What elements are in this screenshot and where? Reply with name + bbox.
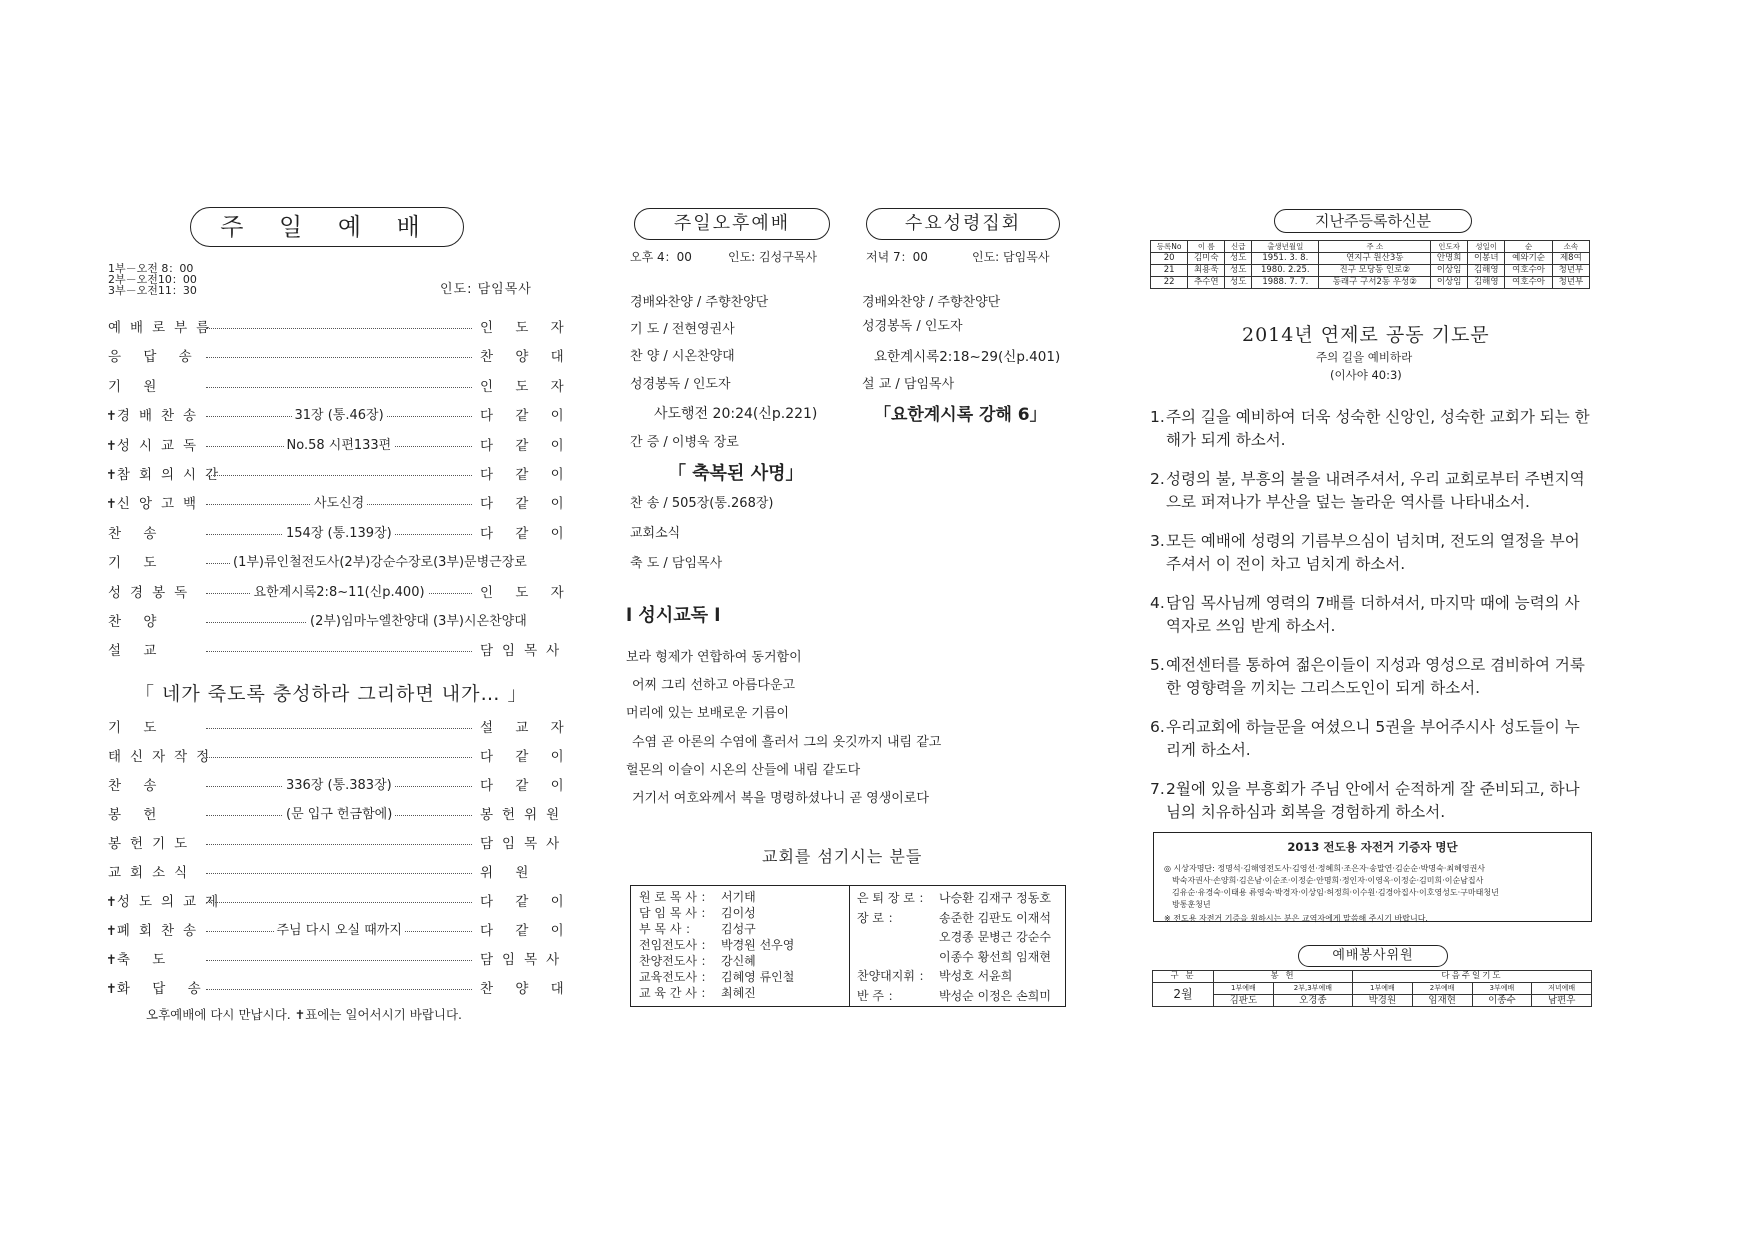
leader-dots <box>206 475 472 476</box>
prayer-text: 우리교회에 하늘문을 여셨으니 5권을 부어주시사 성도들이 누리게 하소서. <box>1166 718 1580 759</box>
prayer-subtitle: 주의 길을 예비하라 <box>1316 350 1413 364</box>
prayer-number: 1. <box>1150 408 1165 426</box>
worship-order-row <box>108 612 548 632</box>
worship-order-row <box>106 979 573 999</box>
newcomers-cell: 성도 <box>1225 253 1252 265</box>
order-detail: 주님 다시 오실 때까지 <box>274 921 405 941</box>
leader-dots <box>206 902 472 903</box>
responsive-line: 수염 곧 아론의 수염에 흘러서 그의 옷깃까지 내림 같고 <box>632 735 942 750</box>
staff-role: 장 로 ： <box>857 910 900 925</box>
staff-entry <box>857 967 1051 987</box>
order-responsible: 다 같 이 <box>480 894 573 910</box>
order-responsible: 담임목사 <box>480 836 569 852</box>
stand-cross-icon: ✝ <box>106 895 117 910</box>
newcomers-cell: 이봉녀 <box>1468 253 1505 265</box>
newcomers-cell: 최용욱 <box>1188 265 1225 277</box>
donor-line: 박숙자권사·손양희·김은남·이순조·이정순·안명희·정인자·이영옥·이정순·김미희·이순남집사 <box>1172 876 1484 885</box>
order-detail: 요한계시록2:8~11(신p.400) <box>251 583 428 603</box>
newcomers-cell: 성도 <box>1225 277 1252 289</box>
worship-order-row <box>106 892 573 912</box>
order-responsible: 봉헌위원 <box>480 807 569 823</box>
newcomers-cell: 여호수아 <box>1505 265 1552 277</box>
leader-dots <box>206 357 472 358</box>
staff-entry <box>857 948 1051 968</box>
order-label-text: 기 도 <box>108 720 166 736</box>
newcomers-cell: 이상임 <box>1431 265 1468 277</box>
prayer-number: 3. <box>1150 532 1165 550</box>
order-label <box>108 583 196 603</box>
staff-names: 박성순 이정은 손희미 <box>939 988 1051 1003</box>
staff-entry <box>857 909 1051 929</box>
afternoon-item: 찬 송 / 505장(통.268장) <box>630 496 774 511</box>
order-responsible: 담임목사 <box>480 643 569 660</box>
prayer-number: 7. <box>1150 780 1165 798</box>
service-committee-title: 예배봉사위원 <box>1298 945 1448 967</box>
afternoon-worship-title: 주일오후예배 <box>634 208 830 240</box>
service-name: 이종수 <box>1472 995 1532 1007</box>
afternoon-item: 축 도 / 담임목사 <box>630 556 723 571</box>
table-row <box>1151 277 1590 289</box>
staff-entry <box>639 969 794 985</box>
newcomers-cell: 김해영 <box>1468 265 1505 277</box>
leader-dots <box>206 989 472 990</box>
prayer-text: 담임 목사님께 영력의 7배를 더하셔서, 마지막 때에 능력의 사역자로 쓰임 받게 하소서. <box>1166 594 1580 635</box>
stand-cross-icon: ✝ <box>106 982 117 997</box>
staff-entry <box>639 905 794 921</box>
order-label-text: 설 교 <box>108 643 166 660</box>
leader-label: 인도: 담임목사 <box>440 282 532 297</box>
service-month: 2월 <box>1153 983 1214 1007</box>
worship-order-row <box>108 347 573 367</box>
staff-names: 박경원 선우영 <box>721 938 795 952</box>
order-label <box>108 641 165 661</box>
prayer-text: 주의 길을 예비하여 더욱 성숙한 신앙인, 성숙한 교회가 되는 한 해가 되게 하소서. <box>1166 408 1590 449</box>
order-label <box>106 436 205 457</box>
worship-order-row <box>108 718 573 738</box>
newcomers-cell: 1951. 3. 8. <box>1252 253 1319 265</box>
service-sub: 1부예배 <box>1353 983 1413 995</box>
responsive-line: 어찌 그리 선하고 아름다운고 <box>632 678 796 693</box>
staff-names: 최혜진 <box>721 986 756 1000</box>
service-name: 남편우 <box>1532 995 1592 1007</box>
staff-box <box>630 885 1066 1007</box>
staff-role: 찬양대지휘 ： <box>857 969 931 983</box>
order-responsible: 인 도 자 <box>480 584 573 601</box>
staff-role: 담 임 목 사 ： <box>639 906 713 920</box>
staff-role: 전임전도사 ： <box>639 938 713 952</box>
order-label <box>108 718 165 738</box>
newcomers-cell: 여호수아 <box>1505 277 1552 289</box>
order-detail: 31장 (통.46장) <box>292 406 387 426</box>
worship-order-row <box>108 805 569 825</box>
service-head: 봉 헌 <box>1214 971 1353 983</box>
service-table <box>1152 970 1592 1007</box>
newcomers-cell: 예와기순 <box>1505 253 1552 265</box>
newcomers-table <box>1150 240 1590 289</box>
staff-names: 박성호 서윤희 <box>939 969 1013 983</box>
newcomers-header: 신급 <box>1225 241 1252 253</box>
staff-entry <box>639 985 794 1001</box>
prayer-number: 4. <box>1150 594 1165 612</box>
responsive-line: 보라 형제가 연합하여 동거함이 <box>626 650 802 665</box>
staff-names: 송준한 김판도 이재석 <box>939 910 1051 925</box>
order-label <box>108 377 165 397</box>
newcomers-cell: 성도 <box>1225 265 1252 277</box>
order-detail: 사도신경 <box>311 494 367 514</box>
order-label-text: 찬 양 <box>108 614 166 630</box>
order-label-text: 성경봉독 <box>108 584 197 601</box>
newcomers-title: 지난주등록하신분 <box>1274 209 1472 233</box>
order-label-text: 예배로부름 <box>108 320 219 336</box>
order-responsible: 다 같 이 <box>480 437 573 454</box>
table-row <box>1151 253 1590 265</box>
sunday-worship-title: 주 일 예 배 <box>190 207 464 247</box>
leader-dots <box>206 651 472 652</box>
staff-role: 찬양전도사 ： <box>639 954 713 968</box>
staff-title: 교회를 섬기시는 분들 <box>762 847 923 866</box>
newcomers-header: 이 름 <box>1188 241 1225 253</box>
afternoon-item: 성경봉독 / 인도자 <box>630 377 731 392</box>
newcomers-header: 순 <box>1505 241 1552 253</box>
leader-dots <box>206 387 472 388</box>
order-detail: (1부)류인철전도사(2부)강순수장로(3부)문병근장로 <box>230 553 530 573</box>
afternoon-item: 경배와찬양 / 주향찬양단 <box>630 295 769 310</box>
order-label-text: 찬 송 <box>108 778 166 794</box>
order-label-text: 교회소식 <box>108 865 197 881</box>
newcomers-header: 성일이 <box>1468 241 1505 253</box>
order-label <box>108 318 218 338</box>
staff-entry <box>639 937 794 953</box>
service-sub: 3부예배 <box>1472 983 1532 995</box>
staff-entry <box>639 889 794 905</box>
service-head: 다음주일기도 <box>1353 971 1592 983</box>
wednesday-item: 성경봉독 / 인도자 <box>862 319 963 334</box>
donor-line: ◎ 시상자명단: 정명석·김해영전도사·김영선·정혜희·조은자·송말연·김순순·박명숙·최혜영권사 <box>1164 864 1486 873</box>
staff-entry <box>857 889 1051 909</box>
prayer-text: 예전센터를 통하여 젊은이들이 지성과 영성으로 겸비하여 거룩한 영향력을 끼치는 그리스도인이 되게 하소서. <box>1166 656 1585 697</box>
staff-entry <box>857 928 1051 948</box>
time-1: 1부－오전 8：00 <box>108 262 194 275</box>
staff-entry <box>639 921 794 937</box>
stand-cross-icon: ✝ <box>106 924 117 939</box>
worship-order-row <box>108 641 569 661</box>
staff-names: 이종수 황선희 임재현 <box>939 949 1051 964</box>
prayer-item <box>1150 468 1590 514</box>
worship-order-row <box>108 583 573 603</box>
staff-entry <box>639 953 794 969</box>
newcomers-cell: 20 <box>1151 253 1188 265</box>
wednesday-sermon: 「요한계시록 강해 6」 <box>874 405 1047 425</box>
wednesday-item: 경배와찬양 / 주향찬양단 <box>862 295 1001 310</box>
order-responsible: 찬 양 대 <box>480 349 573 366</box>
afternoon-item: 교회소식 <box>630 526 681 541</box>
order-detail: No.58 시편133편 <box>284 436 395 456</box>
wednesday-title: 수요성령집회 <box>866 208 1060 240</box>
service-name: 김판도 <box>1214 995 1274 1007</box>
stand-cross-icon: ✝ <box>106 468 117 483</box>
order-detail: (문 입구 헌금함에) <box>283 805 395 825</box>
order-label <box>106 921 205 942</box>
donor-box <box>1153 832 1592 922</box>
service-sub: 저녁예배 <box>1532 983 1592 995</box>
staff-role: 반 주 ： <box>857 988 900 1003</box>
prayer-text: 모든 예배에 성령의 기름부으심이 넘치며, 전도의 열정을 부어주셔서 이 전이 차고 넘치게 하소서. <box>1166 532 1580 573</box>
worship-order-row <box>108 834 569 854</box>
worship-order-row <box>108 776 573 796</box>
newcomers-cell: 김미숙 <box>1188 253 1225 265</box>
prayer-item <box>1150 778 1590 824</box>
order-responsible: 다 같 이 <box>480 496 573 513</box>
afternoon-item: 간 증 / 이병욱 장로 <box>630 435 739 450</box>
order-label-text: 성시교독 <box>116 437 206 454</box>
service-name: 임재현 <box>1412 995 1472 1007</box>
worship-order-row <box>106 436 573 456</box>
staff-role: 교육전도사 ： <box>639 970 713 984</box>
order-responsible: 위 원 <box>480 865 538 881</box>
order-label <box>108 776 165 796</box>
order-label-text: 화 답 송 <box>116 981 210 997</box>
responsive-line: 거기서 여호와께서 복을 명령하셨나니 곧 영생이로다 <box>632 791 929 806</box>
newcomers-cell: 22 <box>1151 277 1188 289</box>
afternoon-leader: 인도: 김성구목사 <box>728 250 818 264</box>
staff-role: 은 퇴 장 로 ： <box>857 891 931 905</box>
order-label <box>106 950 174 971</box>
order-responsible: 다 같 이 <box>480 923 573 939</box>
order-label-text: 폐회찬송 <box>116 923 206 939</box>
worship-order-row <box>106 465 573 485</box>
order-label-text: 기 도 <box>108 555 166 572</box>
newcomers-header: 주 소 <box>1319 241 1431 253</box>
responsive-reading-title: l 성시교독 l <box>626 605 721 626</box>
service-sub: 1부예배 <box>1214 983 1274 995</box>
newcomers-cell: 추수연 <box>1188 277 1225 289</box>
worship-order-row <box>106 406 573 426</box>
order-label <box>108 524 165 544</box>
order-responsible: 다 같 이 <box>480 749 573 765</box>
worship-order-row <box>108 524 573 544</box>
order-label <box>108 805 165 825</box>
service-times <box>108 263 197 296</box>
staff-names: 김혜영 류인철 <box>721 970 795 984</box>
staff-role: 원 로 목 사 ： <box>639 890 713 904</box>
donor-list <box>1164 863 1591 925</box>
donor-line: ※ 전도용 자전거 기증을 원하시는 분은 교역자에게 말씀해 주시기 바랍니다. <box>1164 914 1428 923</box>
leader-dots <box>206 873 472 874</box>
newcomers-cell: 안명희 <box>1431 253 1468 265</box>
prayer-number: 2. <box>1150 470 1165 488</box>
newcomers-cell: 연지구 원산3동 <box>1319 253 1431 265</box>
service-sub: 2부,3부예배 <box>1273 983 1352 995</box>
newcomers-header: 등록No <box>1151 241 1188 253</box>
order-responsible: 다 같 이 <box>480 408 573 425</box>
newcomers-cell: 제8여 <box>1552 253 1589 265</box>
worship-order-row <box>108 747 573 767</box>
leader-dots <box>206 960 472 961</box>
worship-order-row <box>108 318 573 338</box>
prayer-text: 성령의 불, 부흥의 불을 내려주셔서, 우리 교회로부터 주변지역으로 퍼져나가 부산을 덮는 놀라운 역사를 나타내소서. <box>1166 470 1585 511</box>
prayer-item <box>1150 654 1590 700</box>
newcomers-header: 출생년월일 <box>1252 241 1319 253</box>
order-label <box>106 406 205 427</box>
worship-order-row <box>106 921 573 941</box>
prayer-text: 2월에 있을 부흥회가 주님 안에서 순적하게 잘 준비되고, 하나님의 치유하심과 회복을 경험하게 하소서. <box>1166 780 1580 821</box>
newcomers-cell: 21 <box>1151 265 1188 277</box>
order-responsible: 다 같 이 <box>480 525 573 542</box>
order-label <box>108 834 196 854</box>
newcomers-cell: 청년부 <box>1552 277 1589 289</box>
order-label-text: 경배찬송 <box>116 408 206 425</box>
worship-order-row <box>108 863 548 883</box>
leader-dots <box>206 328 472 329</box>
newcomers-cell: 1980. 2.25. <box>1252 265 1319 277</box>
sermon-title: 「 네가 죽도록 충성하라 그리하면 내가… 」 <box>135 683 528 705</box>
wednesday-item: 설 교 / 담임목사 <box>862 377 955 392</box>
afternoon-time: 오후 4：00 <box>630 250 692 264</box>
order-label-text: 기 원 <box>108 378 166 395</box>
prayer-item <box>1150 592 1590 638</box>
order-responsible: 인 도 자 <box>480 320 573 336</box>
afternoon-item: 기 도 / 전현영권사 <box>630 322 735 337</box>
staff-names: 강신혜 <box>721 954 756 968</box>
staff-names: 김이성 <box>721 906 756 920</box>
wednesday-scripture: 요한계시록2:18~29(신p.401) <box>874 349 1061 365</box>
order-label <box>108 347 201 367</box>
order-detail: 154장 (통.139장) <box>283 524 395 544</box>
order-label <box>108 863 196 883</box>
order-label-text: 성도의교제 <box>116 894 228 910</box>
prayer-item <box>1150 716 1590 762</box>
order-label-text: 찬 송 <box>108 525 166 542</box>
staff-divider <box>849 886 850 1006</box>
donor-title: 2013 전도용 자전거 기증자 명단 <box>1287 840 1458 854</box>
staff-names: 오경종 문병근 강순수 <box>939 930 1051 944</box>
order-label <box>108 747 218 767</box>
order-responsible: 찬 양 대 <box>480 981 573 997</box>
newcomers-header: 인도자 <box>1431 241 1468 253</box>
order-label <box>108 612 165 632</box>
leader-dots <box>206 844 472 845</box>
worship-order-row <box>108 553 548 573</box>
worship-order-row <box>106 950 569 970</box>
order-responsible: 다 같 이 <box>480 778 573 794</box>
staff-names: 서기태 <box>721 890 756 904</box>
wednesday-time: 저녁 7：00 <box>866 250 928 264</box>
order-label-text: 봉헌기도 <box>108 836 197 852</box>
footer-note: 오후예배에 다시 만납시다. ✝표에는 일어서시기 바랍니다. <box>146 1007 463 1022</box>
responsive-line: 머리에 있는 보배로운 기름이 <box>626 706 790 721</box>
order-label-text: 봉 헌 <box>108 807 166 823</box>
order-label <box>106 494 205 515</box>
staff-role: 부 목 사 ： <box>639 922 698 936</box>
responsive-line: 헐몬의 이슬이 시온의 산들에 내림 같도다 <box>626 763 861 778</box>
service-sub: 2부예배 <box>1412 983 1472 995</box>
order-label-text: 축 도 <box>116 952 175 968</box>
service-name: 박경원 <box>1353 995 1413 1007</box>
staff-names: 김성구 <box>721 922 756 936</box>
service-head: 구 분 <box>1153 971 1214 983</box>
staff-entry <box>857 987 1051 1007</box>
prayer-item <box>1150 406 1590 452</box>
order-detail: (2부)임마누엘찬양대 (3부)시온찬양대 <box>307 612 530 632</box>
prayer-title: 2014년 연제로 공동 기도문 <box>1242 324 1490 346</box>
newcomers-cell: 이상임 <box>1431 277 1468 289</box>
order-responsible: 인 도 자 <box>480 378 573 395</box>
order-detail: 336장 (통.383장) <box>283 776 395 796</box>
donor-line: 김유순·유경숙·이태용 류영숙·박경자·이상임·허정희·이수원·김경아집사·이호영성도·구마태청년 <box>1172 888 1499 897</box>
prayer-item <box>1150 530 1590 576</box>
order-label-text: 참회의시간 <box>116 467 228 483</box>
stand-cross-icon: ✝ <box>106 497 117 513</box>
wednesday-leader: 인도: 담임목사 <box>972 250 1050 264</box>
prayer-reference: (이사야 40:3) <box>1330 368 1402 382</box>
order-label-text: 응 답 송 <box>108 349 201 366</box>
worship-order-row <box>106 494 573 514</box>
donor-line: 방통훈청년 <box>1172 900 1211 909</box>
newcomers-header: 소속 <box>1552 241 1589 253</box>
order-responsible: 담임목사 <box>480 952 569 968</box>
newcomers-cell: 청년부 <box>1552 265 1589 277</box>
stand-cross-icon: ✝ <box>106 438 117 454</box>
order-label-text: 신앙고백 <box>116 496 206 513</box>
staff-role: 교 육 간 사 ： <box>639 986 713 1000</box>
table-row <box>1151 265 1590 277</box>
stand-cross-icon: ✝ <box>106 409 117 425</box>
newcomers-cell: 진구 모당동 인로② <box>1319 265 1431 277</box>
newcomers-cell: 김해영 <box>1468 277 1505 289</box>
afternoon-scripture: 사도행전 20:24(신p.221) <box>654 406 818 422</box>
leader-dots <box>206 728 472 729</box>
order-label <box>108 553 165 573</box>
newcomers-cell: 동래구 구서2동 우성② <box>1319 277 1431 289</box>
worship-order-row <box>108 377 573 397</box>
order-label-text: 태신자작정 <box>108 749 219 765</box>
prayer-number: 6. <box>1150 718 1165 736</box>
staff-names: 나승환 김재구 정동호 <box>939 891 1051 905</box>
order-responsible: 설 교 자 <box>480 720 573 736</box>
afternoon-item: 찬 양 / 시온찬양대 <box>630 349 735 364</box>
afternoon-sermon: 「 축복된 사명」 <box>668 463 804 484</box>
newcomers-cell: 1988. 7. 7. <box>1252 277 1319 289</box>
order-responsible: 다 같 이 <box>480 467 573 483</box>
staff-left-list <box>639 889 794 1001</box>
time-3: 3부－오전11：30 <box>108 284 197 297</box>
service-name: 오경종 <box>1273 995 1352 1007</box>
leader-dots <box>206 757 472 758</box>
stand-cross-icon: ✝ <box>106 953 117 968</box>
time-2: 2부－오전10：00 <box>108 273 197 286</box>
staff-right-list <box>857 889 1051 1006</box>
prayer-number: 5. <box>1150 656 1165 674</box>
order-label <box>106 979 210 1000</box>
